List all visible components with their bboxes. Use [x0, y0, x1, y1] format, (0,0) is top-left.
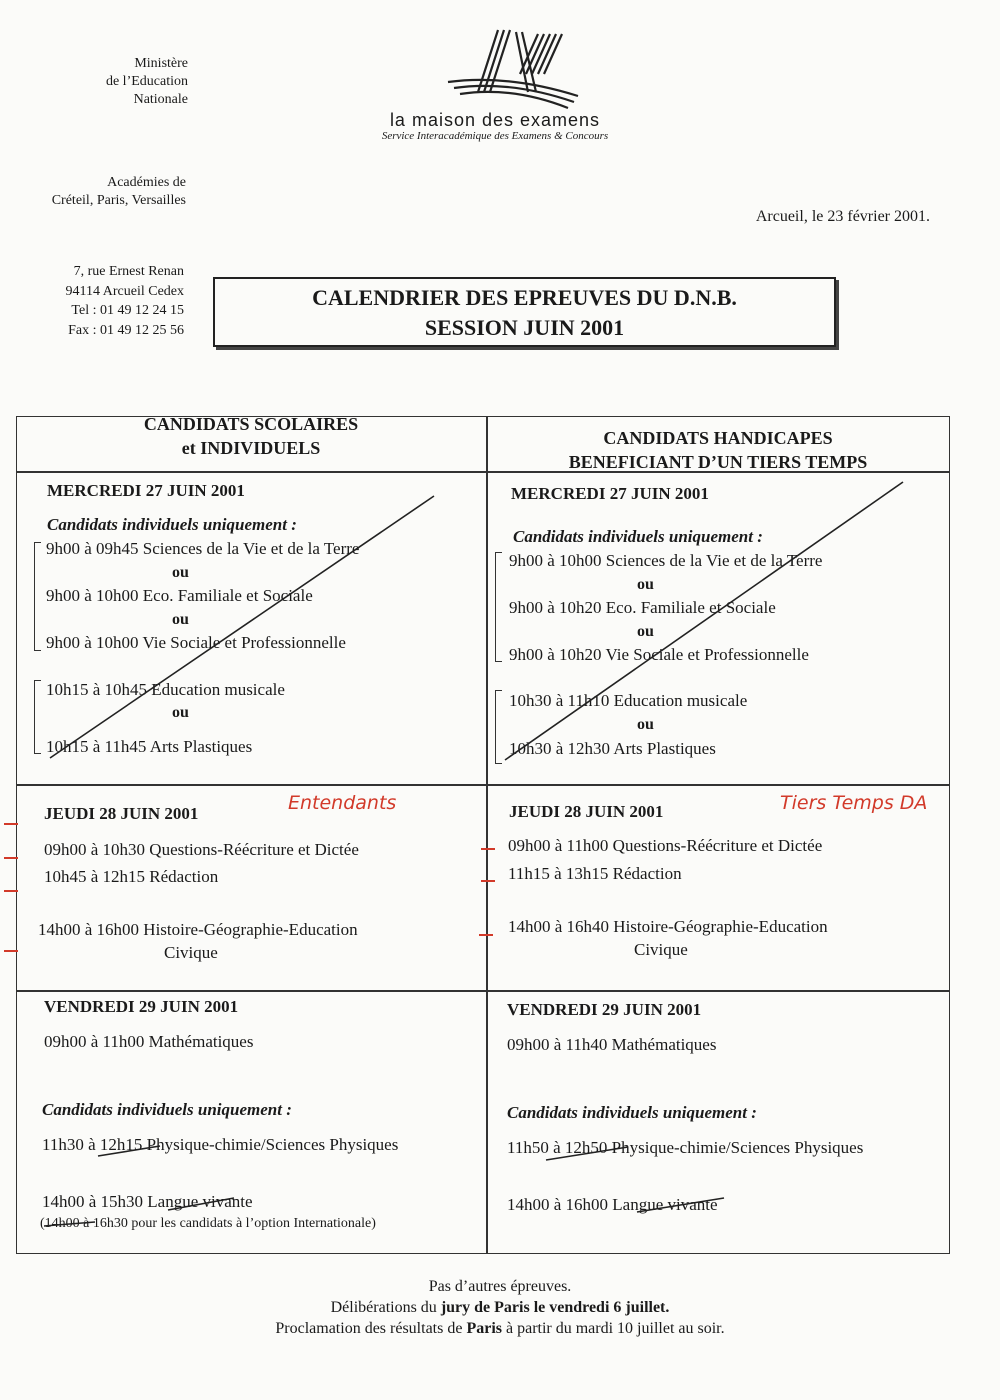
header-line: et INDIVIDUELS: [181, 438, 321, 458]
title-line: CALENDRIER DES EPREUVES DU D.N.B.: [312, 285, 737, 310]
exam-footnote: (14h00 à 16h30 pour les candidats à l’option Internationale): [40, 1216, 376, 1231]
or-label: ou: [637, 716, 654, 733]
footer-text: Proclamation des résultats de: [275, 1320, 467, 1337]
day-heading: JEUDI 28 JUIN 2001: [509, 802, 664, 821]
handwritten-note: Tiers Temps DA: [780, 792, 928, 814]
ministry-line: Ministère: [134, 56, 188, 71]
header-line: CANDIDATS SCOLAIRES: [143, 414, 359, 434]
exam-entry: 11h15 à 13h15 Rédaction: [508, 864, 682, 883]
brand-name: la maison des examens: [389, 110, 601, 130]
or-label: ou: [637, 623, 654, 640]
exam-entry: 09h00 à 10h30 Questions-Réécriture et Dictée: [44, 840, 359, 859]
academies-line: Académies de: [107, 175, 186, 190]
or-label: ou: [172, 564, 189, 581]
address-line: 7, rue Ernest Renan: [73, 264, 184, 279]
exam-entry: 9h00 à 10h20 Eco. Familiale et Sociale: [509, 598, 776, 617]
exam-entry-continued: Civique: [164, 943, 218, 962]
footer-notes: [120, 1276, 880, 1339]
candidates-note: Candidats individuels uniquement :: [42, 1100, 292, 1119]
exam-entry: 10h45 à 12h15 Rédaction: [44, 867, 219, 886]
exam-entry-continued: Civique: [634, 940, 688, 959]
exam-entry: 9h00 à 10h00 Vie Sociale et Professionnelle: [46, 633, 346, 652]
exam-entry: 9h00 à 10h20 Vie Sociale et Professionnelle: [509, 645, 809, 664]
exam-entry: 11h50 à 12h50 Physique-chimie/Sciences Physiques: [507, 1138, 864, 1157]
candidates-note: Candidats individuels uniquement :: [507, 1103, 757, 1122]
document-date: Arcueil, le 23 février 2001.: [755, 208, 930, 225]
exam-entry: 10h30 à 12h30 Arts Plastiques: [509, 739, 716, 758]
header-line: BENEFICIANT D’UN TIERS TEMPS: [568, 452, 868, 472]
footer-emphasis: jury de Paris le vendredi 6 juillet.: [440, 1299, 670, 1316]
handwritten-note: Entendants: [288, 792, 397, 814]
exam-entry: 09h00 à 11h40 Mathématiques: [507, 1035, 717, 1054]
candidates-note: Candidats individuels uniquement :: [47, 515, 297, 534]
footer-line: [120, 1297, 880, 1318]
address-line: Fax : 01 49 12 25 56: [68, 322, 184, 338]
exam-entry: 14h00 à 16h00 Langue vivante: [507, 1195, 718, 1214]
candidates-note: Candidats individuels uniquement :: [513, 527, 763, 546]
ministry-line: Nationale: [133, 92, 188, 107]
footer-line: [120, 1318, 880, 1339]
footer-text: Délibérations du: [330, 1299, 441, 1316]
title-line: SESSION JUIN 2001: [424, 315, 625, 340]
footer-emphasis: Paris: [466, 1320, 502, 1337]
header-line: CANDIDATS HANDICAPES: [603, 428, 833, 448]
day-heading: MERCREDI 27 JUIN 2001: [47, 481, 245, 500]
exam-entry: 14h00 à 16h00 Histoire-Géographie-Education: [38, 920, 358, 939]
exam-entry: 9h00 à 10h00 Sciences de la Vie et de la Terre: [509, 551, 823, 570]
day-heading: VENDREDI 29 JUIN 2001: [44, 997, 239, 1016]
exam-entry: 14h00 à 16h40 Histoire-Géographie-Education: [508, 917, 828, 936]
exam-entry: 10h30 à 11h10 Education musicale: [509, 691, 748, 710]
exam-entry: 9h00 à 09h45 Sciences de la Vie et de la Terre: [46, 539, 360, 558]
ministry-line: de l’Education: [105, 74, 188, 89]
day-heading: JEUDI 28 JUIN 2001: [44, 804, 199, 823]
day-heading: MERCREDI 27 JUIN 2001: [511, 484, 709, 503]
address-line: Tel : 01 49 12 24 15: [71, 303, 184, 318]
exam-entry: 09h00 à 11h00 Questions-Réécriture et Dictée: [508, 836, 823, 855]
brand-subtitle: Service Interacadémique des Examens & Concours: [381, 130, 609, 142]
footer-text: à partir du mardi 10 juillet au soir.: [501, 1320, 725, 1337]
or-label: ou: [637, 576, 654, 593]
exam-entry: 10h15 à 11h45 Arts Plastiques: [46, 737, 253, 756]
academies-line: Créteil, Paris, Versailles: [51, 193, 186, 208]
or-label: ou: [172, 704, 189, 721]
exam-entry: 09h00 à 11h00 Mathématiques: [44, 1032, 254, 1051]
exam-entry: 11h30 à 12h15 Physique-chimie/Sciences Physiques: [42, 1135, 399, 1154]
exam-entry: 14h00 à 15h30 Langue vivante: [42, 1192, 253, 1211]
day-heading: VENDREDI 29 JUIN 2001: [507, 1000, 702, 1019]
or-label: ou: [172, 611, 189, 628]
address-line: 94114 Arcueil Cedex: [65, 283, 184, 299]
footer-line: Pas d’autres épreuves.: [428, 1278, 572, 1295]
exam-entry: 10h15 à 10h45 Education musicale: [46, 680, 285, 699]
exam-entry: 9h00 à 10h00 Eco. Familiale et Sociale: [46, 586, 313, 605]
